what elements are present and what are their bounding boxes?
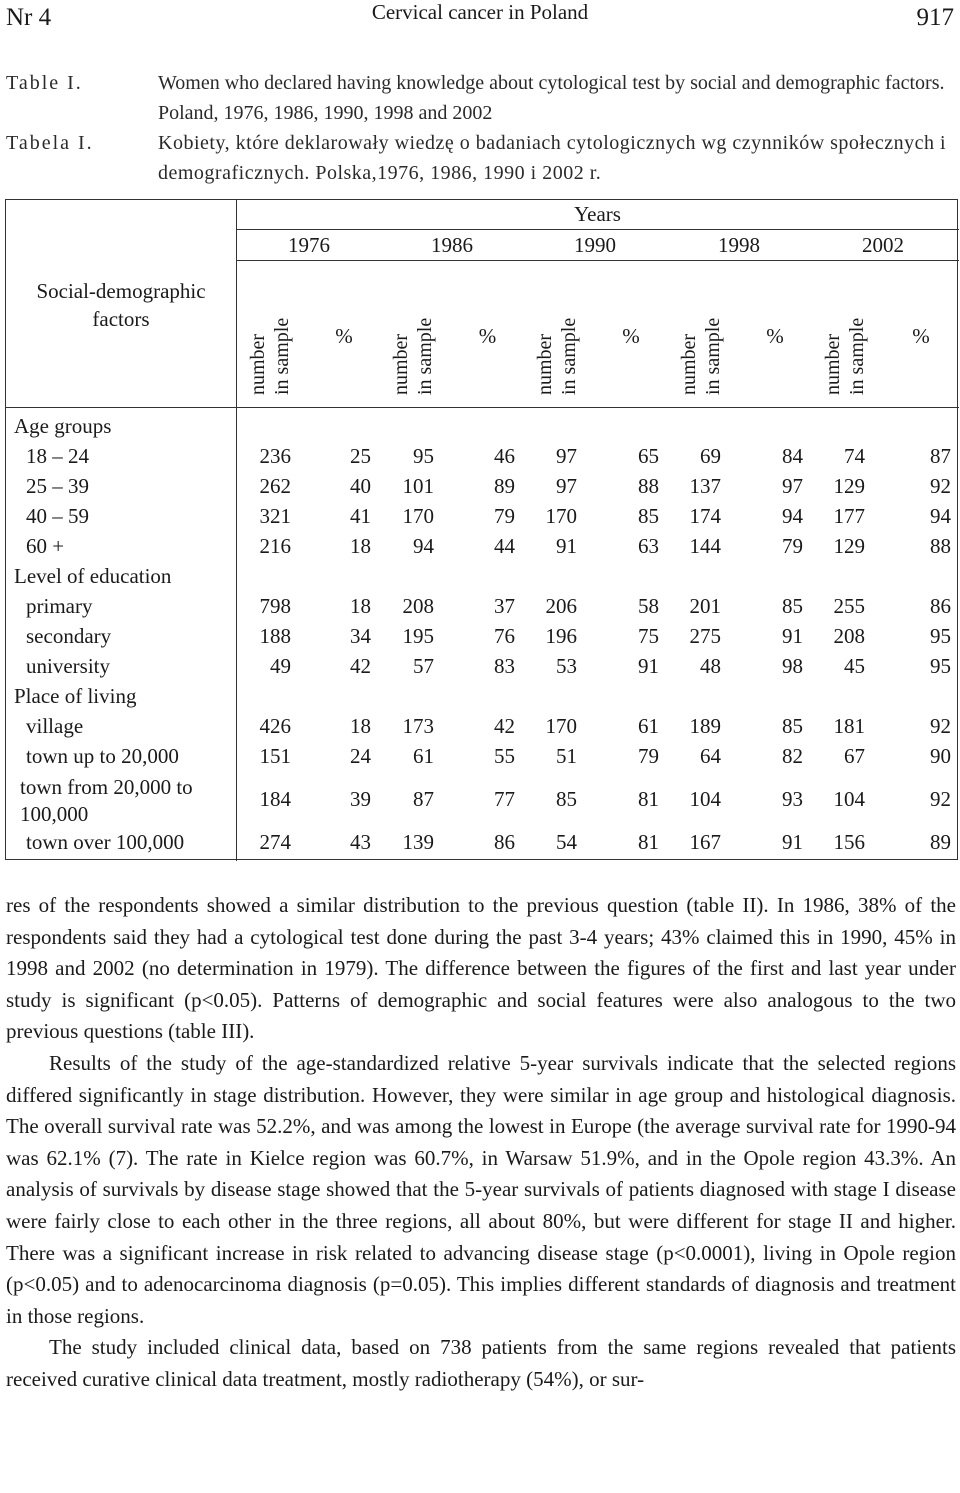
table-cell: 89	[930, 830, 951, 854]
group-title: Age groups	[14, 414, 112, 438]
column-header-percent: %	[335, 324, 353, 348]
table-cell: 104	[689, 787, 721, 811]
paragraph: The study included clinical data, based on 738 patients from the same regions revealed that patients received curative clinical data treatment, mostly radiotherapy (54%), or sur-	[6, 1335, 956, 1391]
table-cell: 82	[782, 744, 803, 768]
table-cell: 206	[545, 594, 577, 618]
column-header-number: number in sample	[678, 317, 724, 395]
table-cell: 173	[402, 714, 434, 738]
column-header-number: number in sample	[534, 317, 580, 395]
table-cell: 101	[402, 474, 434, 498]
column-header-number: number in sample	[390, 317, 436, 395]
table-cell: 139	[402, 830, 434, 854]
table-cell: 426	[259, 714, 291, 738]
table-cell: 97	[556, 474, 577, 498]
caption-label: Tabela I.	[6, 132, 94, 154]
table-cell: 54	[556, 830, 577, 854]
table-cell: 64	[700, 744, 721, 768]
table-cell: 275	[689, 624, 721, 648]
row-label: 60 +	[26, 534, 65, 558]
table-cell: 45	[844, 654, 865, 678]
table-cell: 88	[638, 474, 659, 498]
column-header-percent: %	[622, 324, 640, 348]
caption-label: Table I.	[6, 72, 83, 94]
table-cell: 65	[638, 444, 659, 468]
paragraph: Results of the study of the age-standardized relative 5-year survivals indicate that the selected regions differed significantly in stage distribution. However, they were similar in age group and histological diagnosis. The overall survival rate was 52.2%, and was among the lowest in Europe (the average survival rate for 1990-94 was 62.1% (7). The rate in Kielce region was 60.7%, in Warsaw 51.9%, and in the Opole region 43.3%. An analysis of survivals by disease stage showed that the 5-year survivals of patients diagnosed with stage I disease were fairly close to each other in the three regions, all about 80%, but were different for stage II and higher. There was a significant increase in risk related to advancing disease stage (p<0.0001), living in Opole region (p<0.05) and to adenocarcinoma diagnosis (p=0.05). This implies different standards of diagnosis and treatment in those regions.	[6, 1050, 956, 1328]
column-header-percent: %	[478, 324, 497, 348]
year-row-divider	[236, 260, 959, 261]
table-cell: 91	[782, 624, 803, 648]
table-cell: 321	[259, 504, 291, 528]
table-cell: 144	[689, 534, 721, 558]
table-cell: 177	[833, 504, 865, 528]
row-label: 40 – 59	[26, 504, 89, 528]
table-cell: 87	[413, 787, 434, 811]
row-label: secondary	[26, 624, 112, 648]
year-label: 1998	[718, 233, 760, 257]
data-table	[5, 199, 958, 860]
running-header	[0, 0, 960, 40]
table-cell: 104	[833, 787, 865, 811]
table-cell: 156	[833, 830, 865, 854]
column-header-number: number in sample	[247, 317, 293, 395]
table-cell: 170	[545, 714, 577, 738]
table-cell: 34	[350, 624, 371, 648]
column-header-number: number in sample	[822, 317, 868, 395]
table-cell: 88	[930, 534, 951, 558]
table-cell: 95	[930, 654, 951, 678]
table-caption-english	[6, 68, 956, 128]
table-cell: 42	[494, 714, 515, 738]
table-cell: 95	[930, 624, 951, 648]
table-cell: 97	[782, 474, 803, 498]
table-cell: 201	[689, 594, 721, 618]
table-cell: 91	[638, 654, 659, 678]
table-cell: 195	[402, 624, 434, 648]
table-cell: 262	[259, 474, 291, 498]
table-cell: 92	[930, 474, 951, 498]
table-cell: 95	[413, 444, 434, 468]
paragraph: res of the respondents showed a similar distribution to the previous question (table II). In 1986, 38% of the respondents said they had a cytological test done during the past 3-4 years; 43% claimed this in 1990, 45% in 1998 and 2002 (no determination in 1979). The difference between the figures of the first and last year under study is significant (p<0.05). Patterns of demographic and social features were also analogous to the two previous questions (table III).	[6, 893, 956, 1044]
table-cell: 53	[556, 654, 577, 678]
table-cell: 167	[689, 830, 721, 854]
row-label: village	[26, 714, 84, 738]
table-cell: 151	[259, 744, 291, 768]
table-cell: 44	[494, 534, 515, 558]
table-cell: 58	[638, 594, 659, 618]
table-cell: 129	[833, 474, 865, 498]
table-cell: 79	[494, 504, 515, 528]
column-header-percent: %	[912, 324, 930, 348]
caption-text: Women who declared having knowledge about cytological test by social and demographic factors. Poland, 1976, 1986, 1990, 1998 and 2002	[158, 72, 945, 124]
table-cell: 174	[689, 504, 721, 528]
table-cell: 94	[413, 534, 434, 558]
table-cell: 77	[494, 787, 515, 811]
year-label: 2002	[862, 233, 904, 257]
table-cell: 92	[930, 787, 951, 811]
table-cell: 18	[350, 714, 371, 738]
table-cell: 61	[413, 744, 434, 768]
table-cell: 81	[638, 830, 659, 854]
table-cell: 85	[556, 787, 577, 811]
table-cell: 51	[556, 744, 577, 768]
table-cell: 216	[259, 534, 291, 558]
table-cell: 85	[782, 714, 803, 738]
table-cell: 76	[494, 624, 515, 648]
row-label: town up to 20,000	[26, 744, 179, 768]
table-cell: 39	[350, 787, 371, 811]
table-cell: 24	[350, 744, 371, 768]
year-label: 1976	[288, 233, 330, 257]
table-cell: 81	[638, 787, 659, 811]
table-cell: 137	[689, 474, 721, 498]
table-cell: 181	[833, 714, 865, 738]
table-cell: 18	[350, 594, 371, 618]
table-cell: 91	[556, 534, 577, 558]
body-text	[6, 890, 956, 1396]
table-cell: 40	[350, 474, 371, 498]
group-title: Level of education	[14, 564, 172, 588]
table-cell: 25	[350, 444, 371, 468]
table-cell: 83	[494, 654, 515, 678]
table-cell: 18	[350, 534, 371, 558]
table-caption-polish	[6, 128, 956, 188]
table-cell: 63	[638, 534, 659, 558]
table-cell: 48	[700, 654, 721, 678]
table-cell: 189	[689, 714, 721, 738]
years-divider	[236, 229, 959, 230]
year-label: 1990	[574, 233, 616, 257]
table-cell: 85	[638, 504, 659, 528]
row-label: town over 100,000	[26, 830, 185, 854]
table-cell: 129	[833, 534, 865, 558]
table-cell: 43	[350, 830, 371, 854]
row-label: primary	[26, 594, 93, 618]
table-cell: 188	[259, 624, 291, 648]
table-cell: 91	[782, 830, 803, 854]
caption-text: Kobiety, które deklarowały wiedzę o badaniach cytologicznych wg czynników społecznych i demograficznych. Polska,1976, 1986, 1990 i 2002 r.	[158, 132, 947, 184]
table-cell: 49	[270, 654, 291, 678]
table-cell: 208	[402, 594, 434, 618]
table-cell: 84	[782, 444, 803, 468]
table-cell: 69	[700, 444, 721, 468]
table-cell: 93	[782, 787, 803, 811]
table-cell: 55	[494, 744, 515, 768]
table-cell: 86	[494, 830, 515, 854]
table-cell: 94	[930, 504, 951, 528]
table-cell: 79	[638, 744, 659, 768]
table-cell: 79	[782, 534, 803, 558]
table-cell: 42	[350, 654, 371, 678]
table-cell: 67	[844, 744, 865, 768]
row-label: 25 – 39	[26, 474, 89, 498]
table-cell: 208	[833, 624, 865, 648]
table-cell: 798	[259, 594, 291, 618]
group-title: Place of living	[14, 684, 137, 708]
table-cell: 37	[494, 594, 515, 618]
year-label: 1986	[431, 233, 473, 257]
table-cell: 85	[782, 594, 803, 618]
page-number: 917	[916, 4, 954, 31]
years-header: Years	[574, 202, 621, 226]
table-cell: 170	[402, 504, 434, 528]
table-cell: 236	[259, 444, 291, 468]
running-title: Cervical cancer in Poland	[371, 0, 589, 24]
table-cell: 274	[259, 830, 291, 854]
table-cell: 75	[638, 624, 659, 648]
table-cell: 94	[782, 504, 803, 528]
table-cell: 92	[930, 714, 951, 738]
table-cell: 57	[413, 654, 434, 678]
issue-number: Nr 4	[6, 4, 52, 31]
column-header-percent: %	[766, 324, 784, 348]
table-cell: 170	[545, 504, 577, 528]
table-cell: 90	[930, 744, 951, 768]
table-cell: 98	[782, 654, 803, 678]
table-cell: 74	[844, 444, 865, 468]
table-cell: 184	[259, 787, 291, 811]
factor-header: Social-demographic factors	[36, 279, 206, 331]
table-cell: 46	[494, 444, 515, 468]
table-cell: 61	[638, 714, 659, 738]
header-divider	[6, 407, 959, 408]
row-label: town from 20,000 to 100,000	[20, 775, 193, 826]
table-cell: 196	[545, 624, 577, 648]
table-cell: 255	[833, 594, 865, 618]
row-label: 18 – 24	[26, 444, 89, 468]
table-cell: 41	[350, 504, 371, 528]
table-cell: 87	[930, 444, 951, 468]
table-cell: 97	[556, 444, 577, 468]
row-label: university	[26, 654, 110, 678]
table-cell: 89	[494, 474, 515, 498]
table-cell: 86	[930, 594, 951, 618]
